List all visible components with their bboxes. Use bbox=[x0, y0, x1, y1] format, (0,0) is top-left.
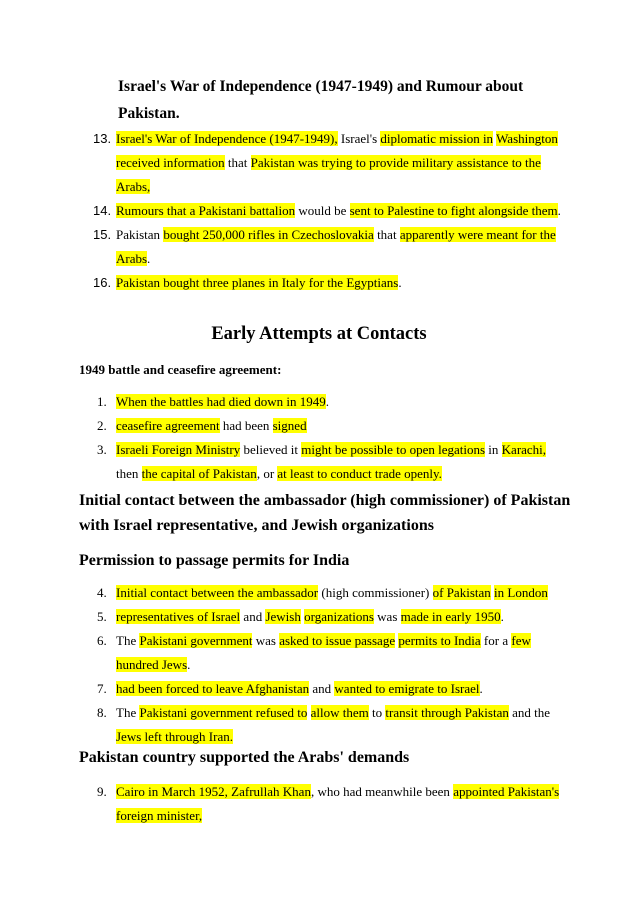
plain-text: that bbox=[373, 227, 400, 242]
plain-text: , or bbox=[256, 466, 278, 481]
highlighted-text: Pakistani government bbox=[139, 633, 253, 648]
list-item-line bbox=[116, 275, 402, 291]
highlighted-text: ceasefire agreement bbox=[116, 418, 220, 433]
list-item-line bbox=[116, 442, 546, 458]
plain-text: and the bbox=[508, 705, 551, 720]
plain-text: had been bbox=[219, 418, 273, 433]
list-item-line bbox=[116, 203, 561, 219]
highlighted-text: at least to conduct trade openly. bbox=[277, 466, 442, 481]
list-item-number: 15. bbox=[93, 227, 112, 242]
highlighted-text: foreign minister, bbox=[116, 808, 203, 823]
highlighted-text: Pakistan bought three planes in Italy for the Egyptians bbox=[116, 275, 399, 290]
list-item-line bbox=[116, 784, 559, 800]
subheading-1949-battle: 1949 battle and ceasefire agreement: bbox=[79, 362, 282, 377]
plain-text: (high commissioner) bbox=[318, 585, 433, 600]
list-item-line bbox=[116, 131, 558, 147]
plain-text: to bbox=[368, 705, 386, 720]
plain-text: . bbox=[398, 275, 402, 290]
heading-passage-permits: Permission to passage permits for India bbox=[79, 552, 350, 569]
heading-arabs-demands: Pakistan country supported the Arabs' demands bbox=[79, 749, 410, 766]
list-item-number: 5. bbox=[97, 609, 107, 624]
highlighted-text: Israeli Foreign Ministry bbox=[116, 442, 241, 457]
list-item-line bbox=[116, 466, 442, 482]
list-item-line bbox=[116, 394, 329, 410]
highlighted-text: hundred Jews bbox=[116, 657, 188, 672]
list-item-number: 8. bbox=[97, 705, 107, 720]
plain-text: and bbox=[240, 609, 266, 624]
highlighted-text: Karachi, bbox=[501, 442, 547, 457]
plain-text: . bbox=[557, 203, 561, 218]
plain-text: . bbox=[187, 657, 191, 672]
plain-text: . bbox=[500, 609, 504, 624]
plain-text: The bbox=[116, 633, 140, 648]
plain-text: that bbox=[224, 155, 251, 170]
highlighted-text: allow them bbox=[310, 705, 369, 720]
list-item-number: 16. bbox=[93, 275, 112, 290]
highlighted-text: Washington bbox=[496, 131, 558, 146]
list-item-number: 3. bbox=[97, 442, 107, 457]
highlighted-text: transit through Pakistan bbox=[385, 705, 509, 720]
highlighted-text: few bbox=[511, 633, 531, 648]
list-item-line bbox=[116, 657, 190, 673]
list-item-line bbox=[116, 808, 202, 824]
highlighted-text: Jews left through Iran. bbox=[116, 729, 233, 744]
highlighted-text: appointed Pakistan's bbox=[453, 784, 560, 799]
plain-text: Pakistan bbox=[116, 227, 164, 242]
list-item-line bbox=[116, 729, 233, 745]
plain-text: believed it bbox=[240, 442, 302, 457]
plain-text: , who had meanwhile been bbox=[310, 784, 454, 799]
highlighted-text: When the battles had died down in 1949 bbox=[116, 394, 326, 409]
list-item-number: 4. bbox=[97, 585, 107, 600]
plain-text: The bbox=[116, 705, 140, 720]
plain-text: was bbox=[252, 633, 280, 648]
highlighted-text: of Pakistan bbox=[432, 585, 491, 600]
plain-text: . bbox=[479, 681, 483, 696]
list-item-line bbox=[116, 705, 550, 721]
highlighted-text: might be possible to open legations bbox=[301, 442, 486, 457]
list-item-line bbox=[116, 681, 483, 697]
section-title: Early Attempts at Contacts bbox=[211, 324, 427, 344]
list-item-number: 2. bbox=[97, 418, 107, 433]
plain-text: then bbox=[116, 466, 142, 481]
highlighted-text: wanted to emigrate to Israel bbox=[334, 681, 480, 696]
highlighted-text: made in early 1950 bbox=[400, 609, 501, 624]
list-item-number: 14. bbox=[93, 203, 112, 218]
highlighted-text: diplomatic mission in bbox=[380, 131, 494, 146]
highlighted-text: organizations bbox=[304, 609, 374, 624]
highlighted-text: bought 250,000 rifles in Czechoslovakia bbox=[163, 227, 374, 242]
top-title-line2: Pakistan. bbox=[118, 105, 180, 122]
list-item-line bbox=[116, 227, 556, 243]
highlighted-text: received information bbox=[116, 155, 225, 170]
highlighted-text: Israel's War of Independence (1947-1949), bbox=[116, 131, 338, 146]
highlighted-text: sent to Palestine to fight alongside them bbox=[349, 203, 558, 218]
highlighted-text: in London bbox=[494, 585, 548, 600]
highlighted-text: Jewish bbox=[265, 609, 301, 624]
list-item-line bbox=[116, 585, 548, 601]
highlighted-text: permits to India bbox=[398, 633, 481, 648]
list-item-number: 6. bbox=[97, 633, 107, 648]
highlighted-text: asked to issue passage bbox=[279, 633, 396, 648]
plain-text: in bbox=[485, 442, 502, 457]
heading-initial-contact-line1: Initial contact between the ambassador (high commissioner) of Pakistan bbox=[79, 492, 571, 509]
plain-text: for a bbox=[480, 633, 512, 648]
list-item-number: 7. bbox=[97, 681, 107, 696]
highlighted-text: Arabs, bbox=[116, 179, 151, 194]
list-item-number: 1. bbox=[97, 394, 107, 409]
plain-text: was bbox=[373, 609, 401, 624]
highlighted-text: Rumours that a Pakistani battalion bbox=[116, 203, 296, 218]
list-item-number: 9. bbox=[97, 784, 107, 799]
highlighted-text: Cairo in March 1952, Zafrullah Khan bbox=[116, 784, 311, 799]
list-item-line bbox=[116, 418, 307, 434]
highlighted-text: signed bbox=[272, 418, 307, 433]
list-item-number: 13. bbox=[93, 131, 112, 146]
top-title-line1: Israel's War of Independence (1947-1949) and Rumour about bbox=[118, 78, 524, 95]
highlighted-text: Arabs bbox=[116, 251, 148, 266]
list-item-line bbox=[116, 251, 150, 267]
heading-initial-contact-line2: with Israel representative, and Jewish organizations bbox=[79, 517, 434, 534]
plain-text: and bbox=[309, 681, 335, 696]
highlighted-text: representatives of Israel bbox=[116, 609, 241, 624]
list-item-line bbox=[116, 633, 531, 649]
plain-text: . bbox=[325, 394, 330, 409]
plain-text: Israel's bbox=[337, 131, 381, 146]
list-item-line bbox=[116, 179, 150, 195]
highlighted-text: Pakistani government refused to bbox=[139, 705, 308, 720]
plain-text: would be bbox=[295, 203, 350, 218]
highlighted-text: had been forced to leave Afghanistan bbox=[116, 681, 310, 696]
list-item-line bbox=[116, 609, 504, 625]
highlighted-text: Pakistan was trying to provide military assistance to the bbox=[250, 155, 541, 170]
highlighted-text: the capital of Pakistan bbox=[141, 466, 257, 481]
highlighted-text: Initial contact between the ambassador bbox=[116, 585, 319, 600]
list-item-line bbox=[116, 155, 541, 171]
plain-text: . bbox=[147, 251, 151, 266]
highlighted-text: apparently were meant for the bbox=[399, 227, 556, 242]
